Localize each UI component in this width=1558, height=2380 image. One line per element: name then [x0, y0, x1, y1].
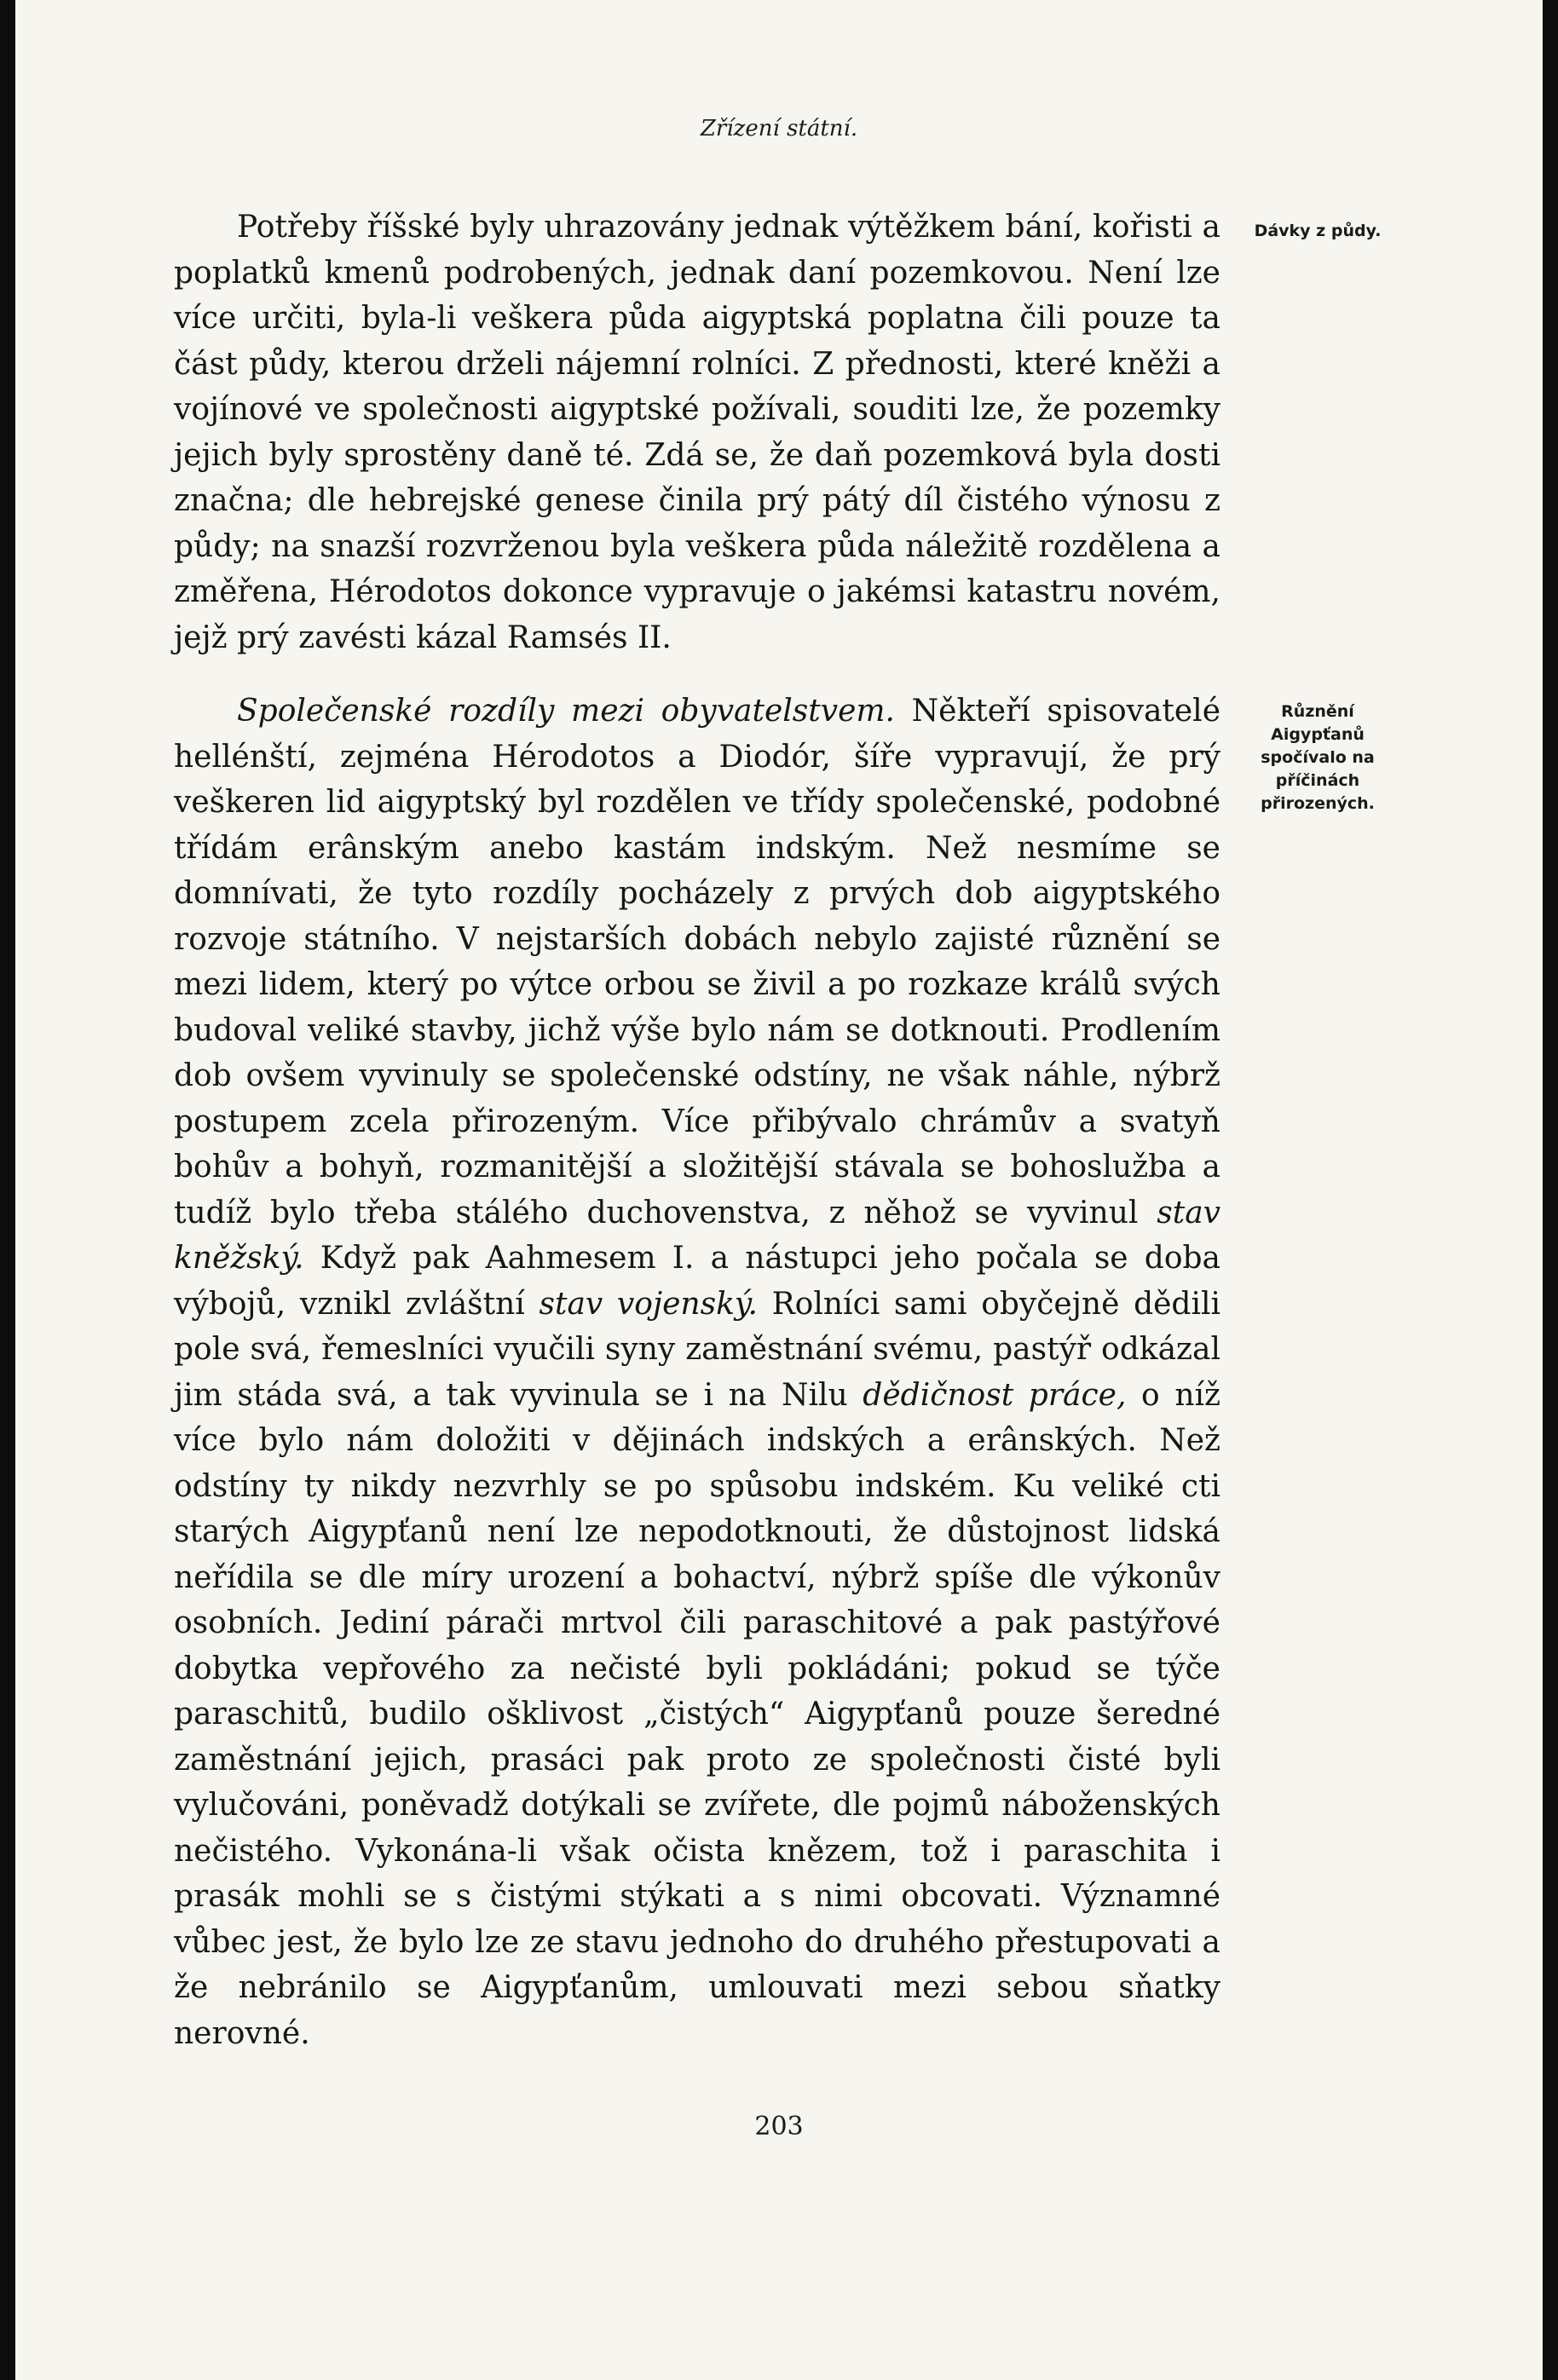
running-header: Zřízení státní.	[700, 116, 858, 141]
page-number: 203	[754, 2112, 804, 2141]
paragraph-subtitle: Společenské rozdíly mezi obyvatelstvem.	[237, 694, 895, 729]
paragraph-text: Potřeby říšské byly uhrazovány jednak výtěžkem bání, kořisti a poplatků kmenů podrobených, jednak daní pozemkovou. Není lze více určiti, byla-li veškera půda aigyptská poplatna čili pouze ta část půdy, kterou drželi nájemní rolníci. Z přednosti, které kněži a vojínové ve společnosti aigyptské požívali, souditi lze, že pozemky jejich byly sprostěny daně té. Zdá se, že daň pozemková byla dosti značna; dle hebrejské genese činila prý pátý díl čistého výnosu z půdy; na snazší rozvrženou byla veškera půda náležitě rozdělena a změřena, Hérodotos dokonce vypravuje o jakémsi katastru novém, jejž prý zavésti kázal Ramsés II.	[174, 210, 1220, 655]
paragraph-text: Někteří spisovatelé hellénští, zejména Hérodotos a Diodór, šíře vypravují, že prý veškeren lid aigyptský byl rozdělen ve třídy společenské, podobné třídám erânským anebo kastám indským. Než nesmíme se domnívati, že tyto rozdíly pocházely z prvých dob aigyptského rozvoje státního. V nejstarších dobách nebylo zajisté různění se mezi lidem, který po výtce orbou se živil a po rozkaze králů svých budoval veliké stavby, jichž výše bylo nám se dotknouti. Prodlením dob ovšem vyvinuly se společenské odstíny, ne však náhle, nýbrž postupem zcela přirozeným. Více přibývalo chrámův a svatyň bohův a bohyň, rozmanitější a složitější stávala se bohoslužba a tudíž bylo třeba stálého duchovenstva, z něhož se vyvinul	[174, 694, 1221, 1230]
paragraph-social-differences	[174, 689, 1220, 2056]
paragraph-text: o níž více bylo nám doložiti v dějinách indských a erânských. Než odstíny ty nikdy nezvrhly se po spůsobu indském. Ku veliké cti starých Aigypťanů není lze nepodotknouti, že důstojnost lidská neřídila se dle míry urození a bohactví, nýbrž spíše dle výkonův osobních. Jediní párači mrtvol čili paraschitové a pak pastýřové dobytka vepřového za nečisté byli pokládáni; pokud se týče paraschitů, budilo ošklivost „čistých“ Aigypťanů pouze šeredné zaměstnání jejich, prasáci pak proto ze společnosti čisté byli vylučováni, poněvadž dotýkali se zvířete, dle pojmů náboženských nečistého. Vykonána-li však očista knězem, tož i paraschita i prasák mohli se s čistými stýkati a s nimi obcovati. Významné vůbec jest, že bylo lze ze stavu jednoho do druhého přestupovati a že nebránilo se Aigypťanům, umlouvati mezi sebou sňatky nerovné.	[174, 1377, 1220, 2051]
paragraph-taxes	[174, 205, 1220, 660]
margin-note-taxes: Dávky z půdy.	[1254, 222, 1382, 240]
book-page	[15, 0, 1543, 2380]
paragraph-text: Když pak Aahmesem I. a nástupci jeho počala se doba výbojů, vznikl zvláštní	[174, 1241, 1220, 1322]
margin-note-social: Různění Aigypťanů spočívalo na příčinách přirozených.	[1261, 702, 1375, 813]
paragraph-text: Rolníci sami obyčejně dědili pole svá, řemeslníci vyučili syny zaměstnání svému, pastýř odkázal jim stáda svá, a tak vyvinula se i na Nilu	[174, 1286, 1220, 1413]
italic-term: stav kněžský.	[174, 1195, 1220, 1276]
italic-term: dědičnost práce,	[863, 1377, 1127, 1413]
italic-term: stav vojenský.	[539, 1286, 758, 1322]
